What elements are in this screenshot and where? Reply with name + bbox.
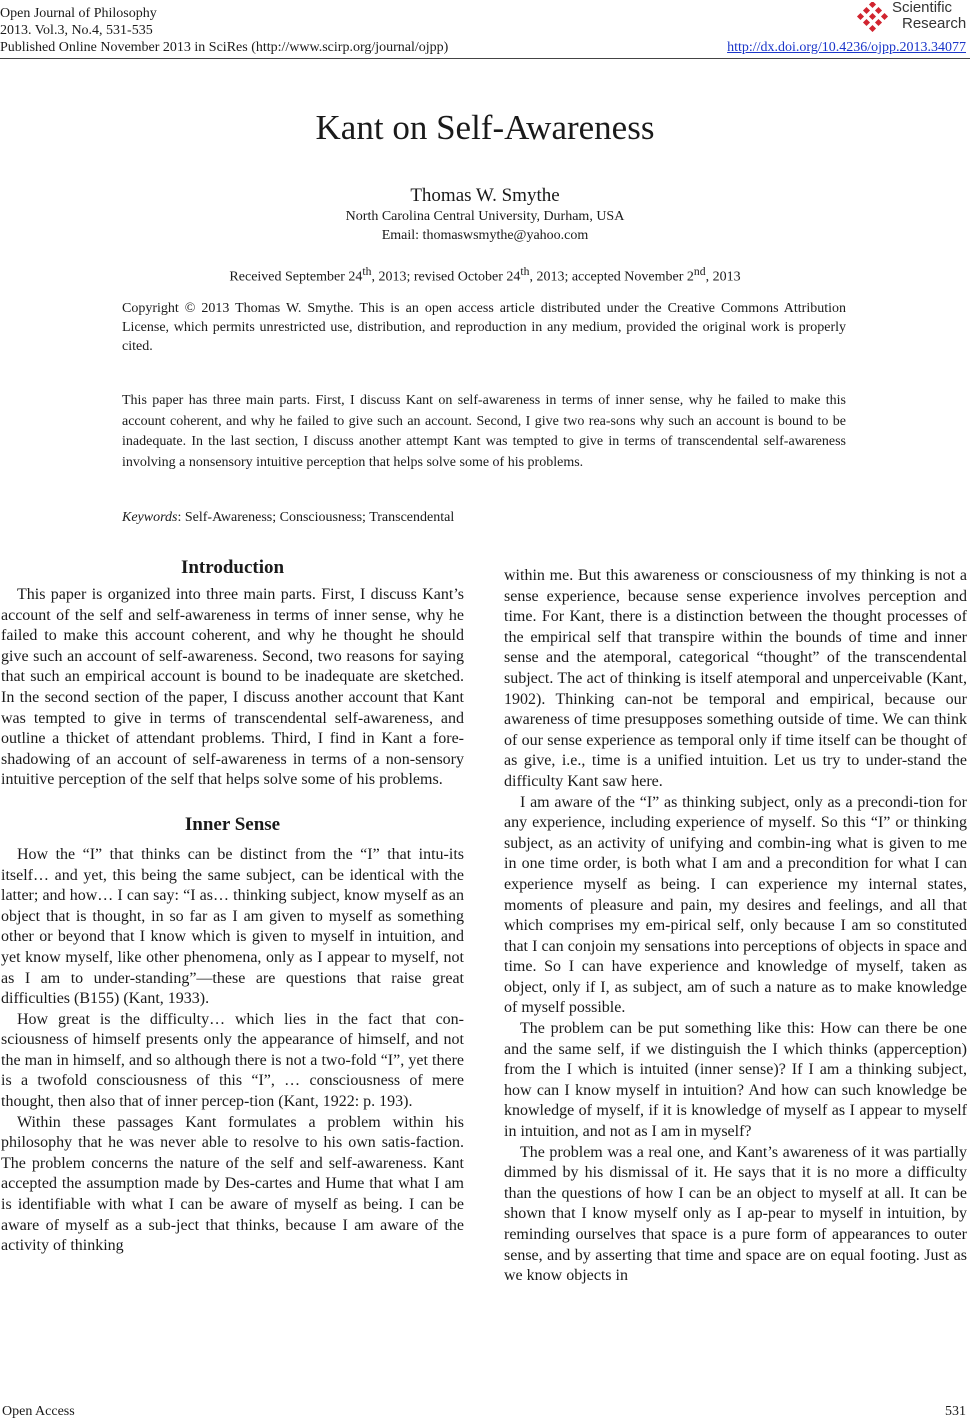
accepted-suffix: nd <box>693 265 706 278</box>
doi-link[interactable]: http://dx.doi.org/10.4236/ojpp.2013.34077 <box>727 40 966 55</box>
dates-tail: , 2013 <box>705 269 741 285</box>
paragraph: within me. But this awareness or consciousness of my thinking is not a sense experience, because sense experience involves perception and time. For Kant, there is a distinction between the thought processes of the empirical self that transpire within the bounds of time and inner sense and the atemporal, categorical “thought” of the transcendental subject. The act of thinking is itself atemporal and unperceivable (Kant, 1902). Thinking can-not be temporal and empirical, because our awareness of time presupposes something outside of time. We can think of our sense experience as temporal only if time itself can be thought of as give, i.e., time is a unified intuition. Let us try to under-stand the difficulty Kant saw here. <box>504 567 967 790</box>
paragraph: The problem can be put something like this: How can there be one and the same self, if we distinguish the I which thinks (apperception) from the I which is intuited (inner sense)? If I am a thinking subject, how can I know myself in intuition? And how can such knowledge be knowledge of myself, if it is knowledge of myself as I appear to myself in intuition, and not as I am in myself? <box>504 1020 967 1141</box>
accepted-date: , 2013; accepted November 2 <box>529 269 694 285</box>
copyright-notice: Copyright © 2013 Thomas W. Smythe. This is an open access article distributed under the Creative Commons Attribution License, which permits unrestricted use, distribution, and reproduction in any medium, provided the original work is properly cited. <box>122 301 846 354</box>
received-date: Received September 24 <box>229 269 363 285</box>
published-info: Published Online November 2013 in SciRes (http://www.scirp.org/journal/ojpp) <box>0 40 449 55</box>
section-heading-introduction: Introduction <box>180 557 285 578</box>
author-affiliation: North Carolina Central University, Durham, USA <box>345 209 625 224</box>
publisher-logo-icon <box>856 2 890 32</box>
keywords-text: : Self-Awareness; Consciousness; Transcendental <box>177 510 455 525</box>
left-column <box>1 556 464 1257</box>
header-divider <box>0 58 970 59</box>
running-header <box>0 5 448 56</box>
author-name: Thomas W. Smythe <box>410 185 560 206</box>
keywords-label: Keywords <box>122 510 178 525</box>
journal-name: Open Journal of Philosophy <box>0 6 157 21</box>
section-heading-inner-sense: Inner Sense <box>184 813 281 835</box>
paragraph: How the “I” that thinks can be distinct from the “I” that intu-its itself… and yet, this being the same subject, can be identical with the latter; and how… I can say: “I as… thinking subject, know myself as an object that is thought, in so far as I am given to myself as something other or beyond that I know which is given to myself in intuition, and yet know myself, like other phenomena, only as I appear to myself, not as I am to under-standing”—these are questions that raise great difficulties (B155) (Kant, 1933). <box>1 845 464 1008</box>
revised-suffix: th <box>520 265 530 278</box>
right-column <box>504 566 967 1287</box>
logo-line-2: Research <box>902 15 967 32</box>
publisher-logo <box>856 0 966 34</box>
page-number: 531 <box>945 1404 966 1419</box>
article-dates <box>0 263 970 286</box>
publisher-logo-text <box>892 0 966 32</box>
volume-info: 2013. Vol.3, No.4, 531-535 <box>0 23 153 38</box>
paragraph: How great is the difficulty… which lies in the fact that con-sciousness of himself presents only the appearance of himself, and not the man in himself, and so although there is not a two-fold “I”, yet there is a twofold consciousness of this “I”, … consciousness of mere thought, then also that of inner percep-tion (Kant, 1922: p. 193). <box>1 1010 464 1111</box>
paragraph: The problem was a real one, and Kant’s awareness of it was partially dimmed by his dismissal of it. He says that it is no more a difficulty than the questions of how I can be an object to myself at all. It can be shown that I know myself only as I ap-pear to myself in intuition, by reminding ourselves that space is a pure form of appearances to outer sense, and by asserting that time and space are on equal footing. Just as we know objects in <box>504 1143 967 1285</box>
paper-title: Kant on Self-Awareness <box>315 108 655 147</box>
author-email: Email: thomaswsmythe@yahoo.com <box>381 228 589 243</box>
logo-line-1: Scientific <box>892 0 953 16</box>
revised-date: , 2013; revised October 24 <box>371 269 521 285</box>
received-suffix: th <box>362 265 372 278</box>
paragraph: I am aware of the “I” as thinking subject, only as a precondi-tion for any experience, including experience of myself. So this “I” or thinking subject, as an activity of unifying and combin-ing what is given to me in one time order, is both what I am and a precondition for what I can experience myself as being. I can experience my internal states, moments of pleasure and pain, my desires and feelings, and all that which comprises my em-pirical self, only because I am so constituted that I can conjoin my sensations into perceptions of objects in space and time. So I can have experience and knowledge of myself, taken as object, only if I, as subject, am of such a nature as to make knowledge of myself possible. <box>504 793 967 1017</box>
paragraph: Within these passages Kant formulates a problem within his philosophy that he was never able to resolve to his own satis-faction. The problem concerns the nature of the self and self-awareness. Kant accepted the assumption made by Des-cartes and Hume that what I am is identifiable with what I can be aware of myself as being. I can be aware of myself as a sub-ject that thinks, because I am aware of the activity of thinking <box>1 1113 464 1255</box>
abstract: This paper has three main parts. First, I discuss Kant on self-awareness in terms of inner sense, why he failed to make this account coherent, and why he failed to give such an account. Second, I give two rea-sons why such an account is bound to be inadequate. In the last section, I discuss another attempt Kant was tempted to give in terms of transcendental self-awareness involving a nonsensory intuitive perception that helps solve some of his problems. <box>122 393 846 470</box>
footer-open-access: Open Access <box>2 1404 75 1419</box>
keywords <box>122 509 846 526</box>
paragraph: This paper is organized into three main parts. First, I discuss Kant’s account of the self and self-awareness in terms of inner sense, why he failed to make this account coherent, and why he thought he should give such an account of self-awareness. Second, two reasons for saying that such an empirical account is bound to be inadequate are sketched. In the second section of the paper, I discuss another account that Kant was tempted to give in terms of transcendental self-awareness, and outline a thicket of attendant problems. Third, I find in Kant a fore-shadowing of an account of self-awareness in terms of a non-sensory intuitive perception of the self that helps solve some of his problems. <box>1 586 464 789</box>
